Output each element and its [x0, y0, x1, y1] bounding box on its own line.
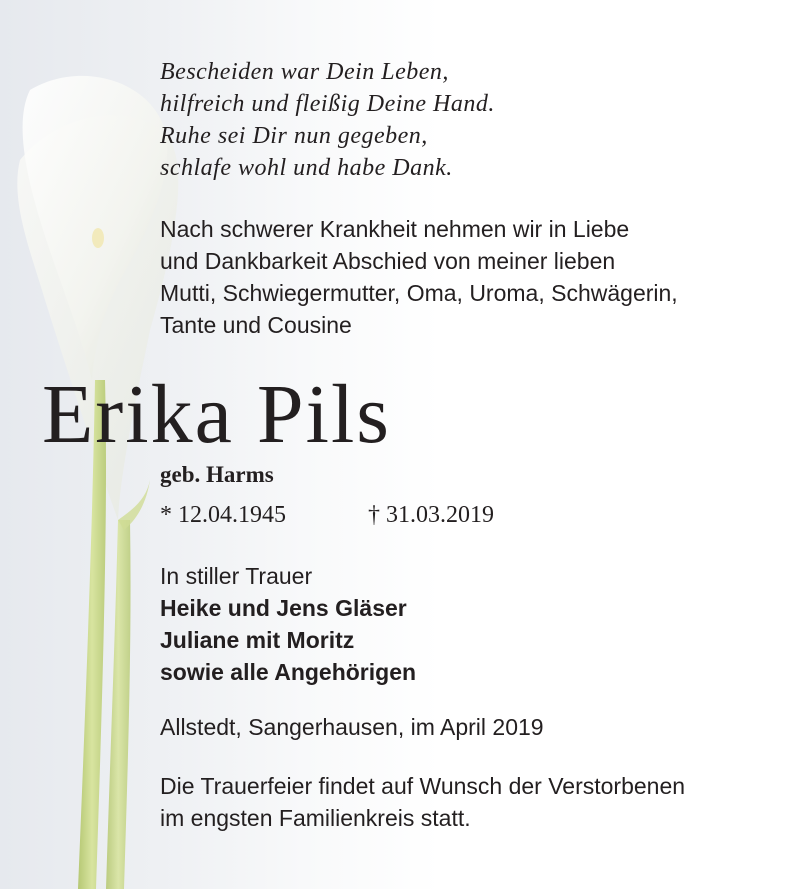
memorial-poem	[160, 56, 720, 184]
announcement-line: und Dankbarkeit Abschied von meiner lieben	[160, 248, 616, 274]
death-date: † 31.03.2019	[368, 502, 494, 528]
mourner-name: Juliane mit Moritz	[160, 627, 355, 653]
deceased-name: Erika Pils	[42, 368, 391, 461]
poem-line: Bescheiden war Dein Leben,	[160, 59, 449, 85]
maiden-name: geb. Harms	[160, 462, 274, 487]
life-dates	[160, 500, 494, 530]
announcement-line: Mutti, Schwiegermutter, Oma, Uroma, Schwägerin,	[160, 280, 678, 306]
mourners-block	[160, 560, 416, 688]
mourner-name: Heike und Jens Gläser	[160, 595, 407, 621]
poem-line: schlafe wohl und habe Dank.	[160, 155, 453, 181]
announcement-line: Tante und Cousine	[160, 312, 352, 338]
ceremony-line: Die Trauerfeier findet auf Wunsch der Verstorbenen	[160, 773, 686, 799]
mourner-name: sowie alle Angehörigen	[160, 659, 417, 685]
announcement-text	[160, 213, 780, 341]
birth-date: * 12.04.1945	[160, 502, 286, 528]
poem-line: hilfreich und fleißig Deine Hand.	[160, 91, 495, 117]
poem-line: Ruhe sei Dir nun gegeben,	[160, 123, 428, 149]
mourners-intro: In stiller Trauer	[160, 563, 313, 589]
ceremony-note	[160, 770, 685, 834]
announcement-line: Nach schwerer Krankheit nehmen wir in Liebe	[160, 216, 630, 242]
place-and-date: Allstedt, Sangerhausen, im April 2019	[160, 714, 544, 740]
ceremony-line: im engsten Familienkreis statt.	[160, 805, 471, 831]
